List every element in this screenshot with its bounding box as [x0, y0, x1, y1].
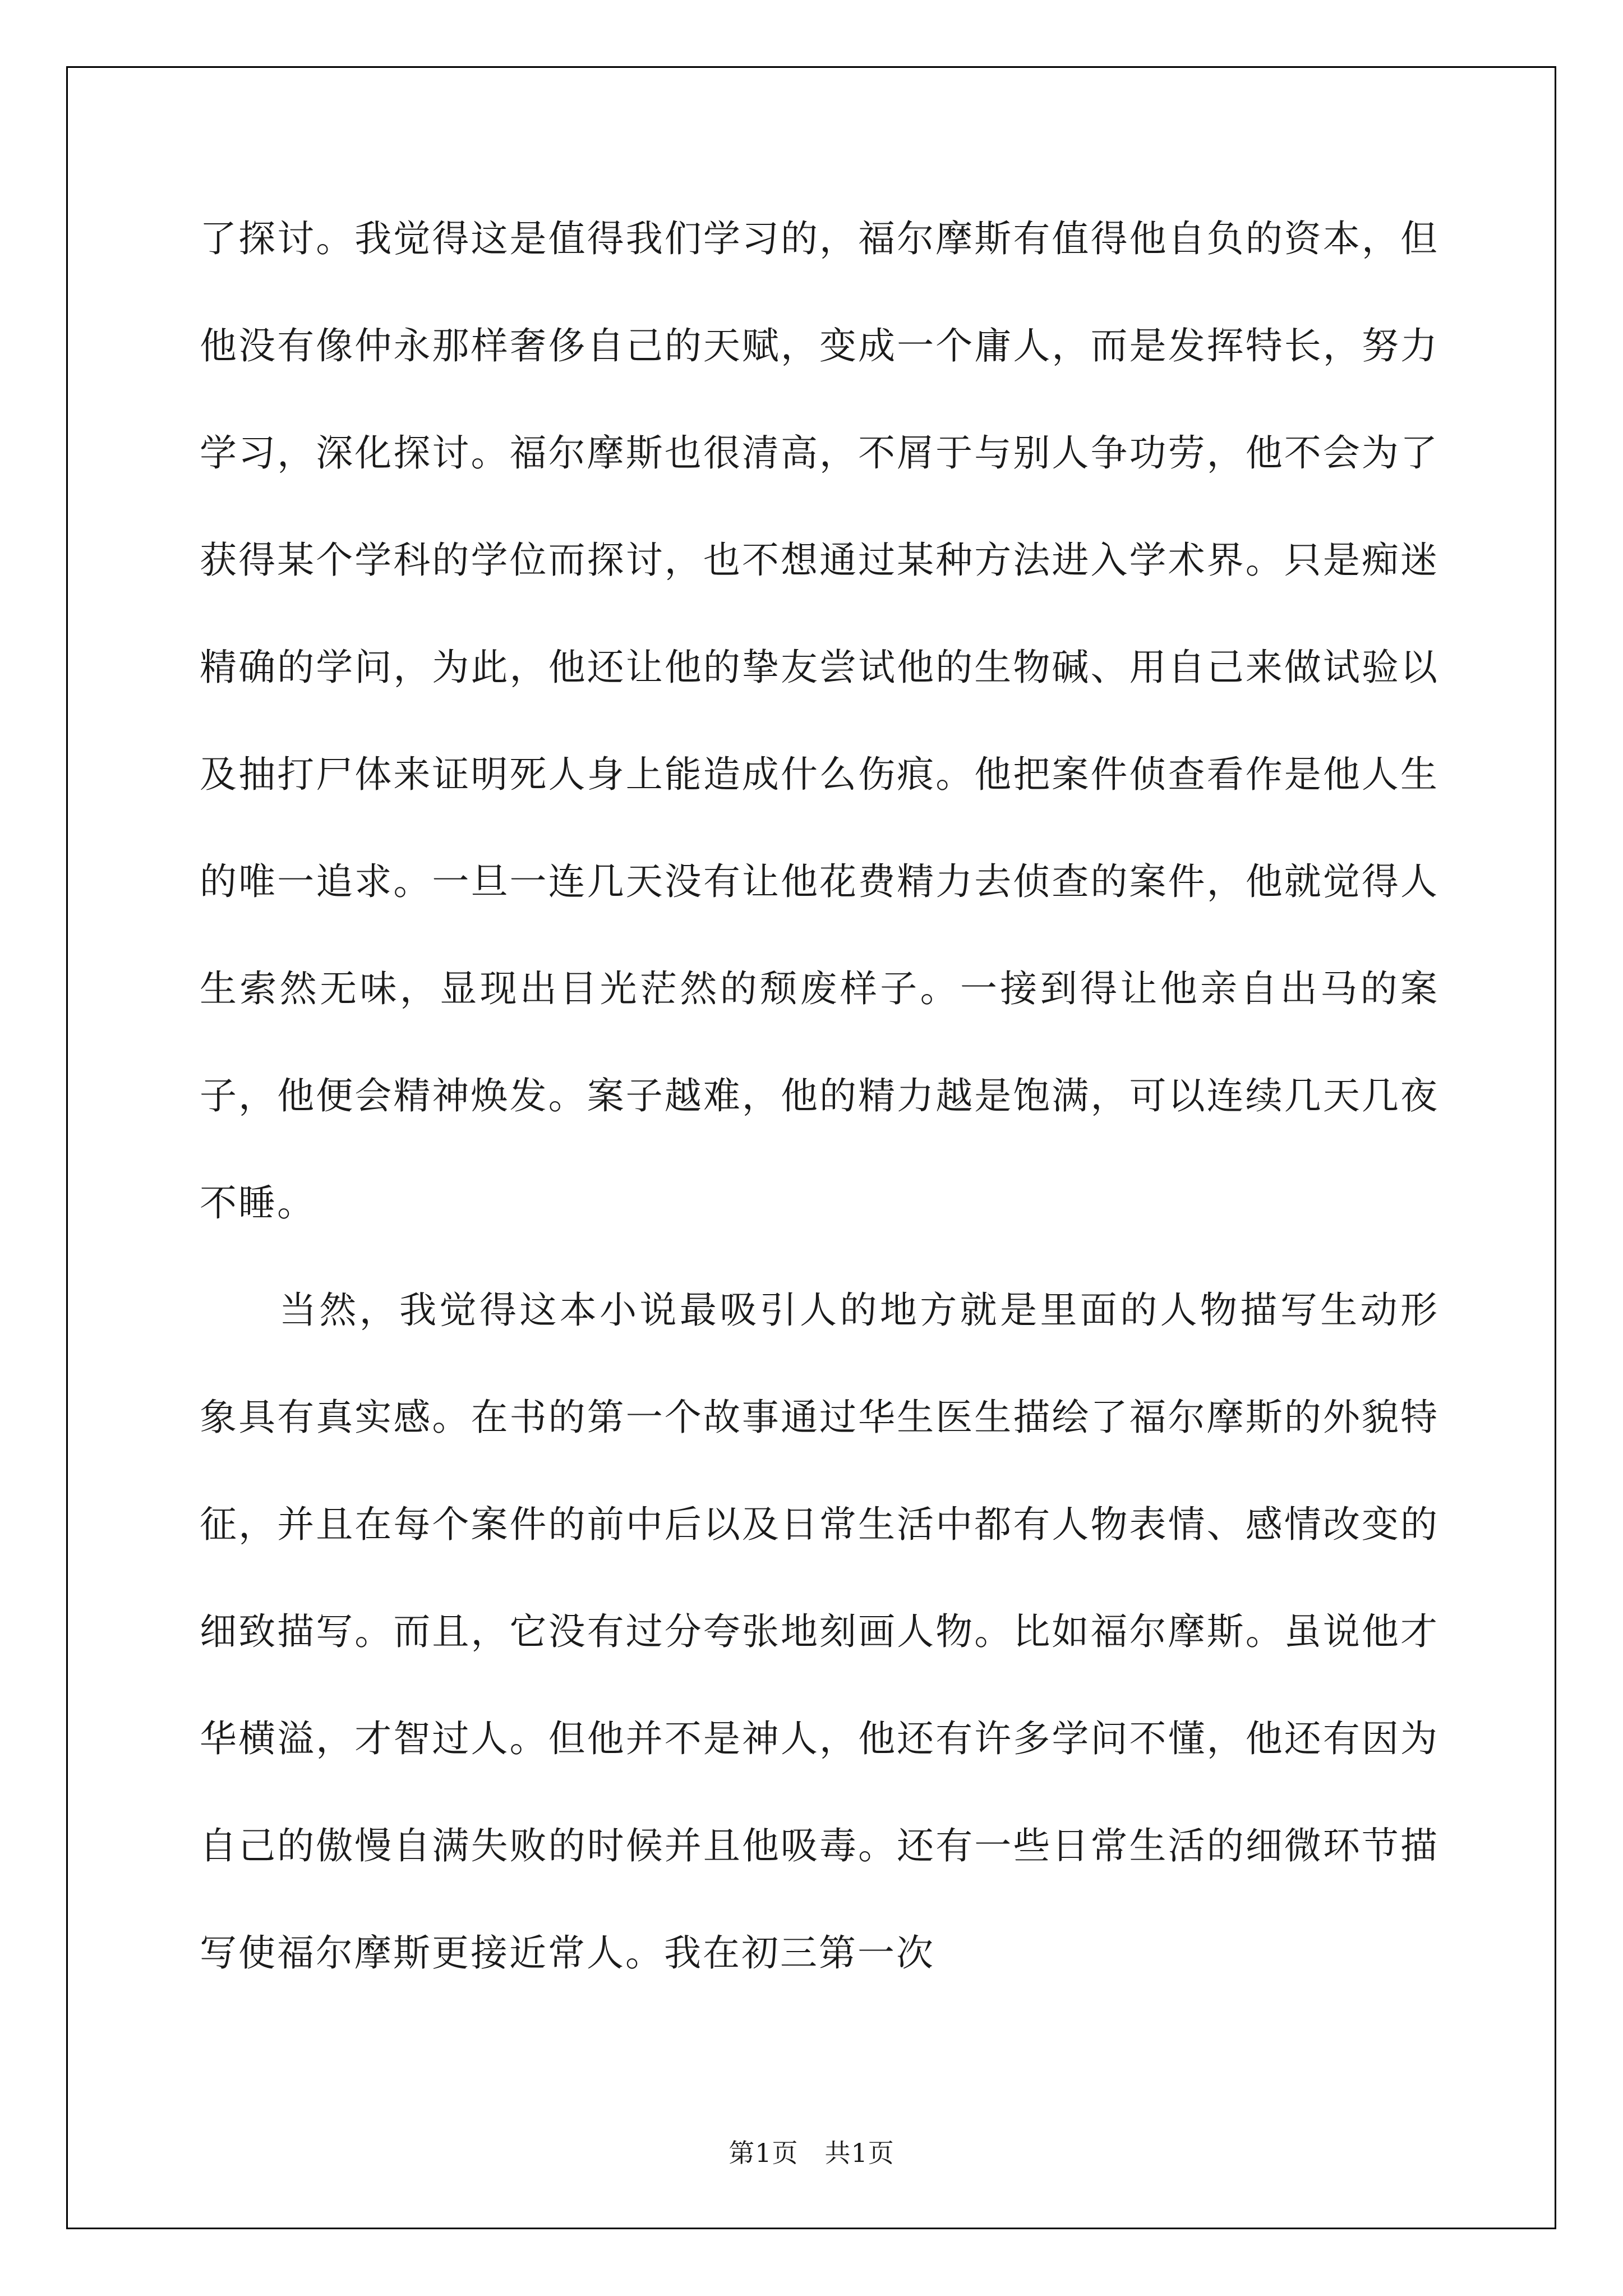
- paragraph: 当然，我觉得这本小说最吸引人的地方就是里面的人物描写生动形象具有真实感。在书的第一个故事通过华生医生描绘了福尔摩斯的外貌特征，并且在每个案件的前中后以及日常生活中都有人物表情、感情改变的细致描写。而且，它没有过分夸张地刻画人物。比如福尔摩斯。虽说他才华横溢，才智过人。但他并不是神人，他还有许多学问不懂，他还有因为自己的傲慢自满失败的时候并且他吸毒。还有一些日常生活的细微环节描写使福尔摩斯更接近常人。我在初三第一次: [200, 1289, 1439, 1975]
- page-number-footer: 第1页 共1页: [728, 2138, 895, 2168]
- document-body: [200, 185, 1439, 2007]
- paragraph-continued: 了探讨。我觉得这是值得我们学习的，福尔摩斯有值得他自负的资本，但他没有像仲永那样奢侈自己的天赋，变成一个庸人，而是发挥特长，努力学习，深化探讨。福尔摩斯也很清高，不屑于与别人争功劳，他不会为了获得某个学科的学位而探讨，也不想通过某种方法进入学术界。只是痴迷精确的学问，为此，他还让他的挚友尝试他的生物碱、用自己来做试验以及抽打尸体来证明死人身上能造成什么伤痕。他把案件侦查看作是他人生的唯一追求。一旦一连几天没有让他花费精力去侦查的案件，他就觉得人生索然无味，显现出目光茫然的颓废样子。一接到得让他亲自出马的案子，他便会精神焕发。案子越难，他的精力越是饱满，可以连续几天几夜不睡。: [200, 217, 1439, 1225]
